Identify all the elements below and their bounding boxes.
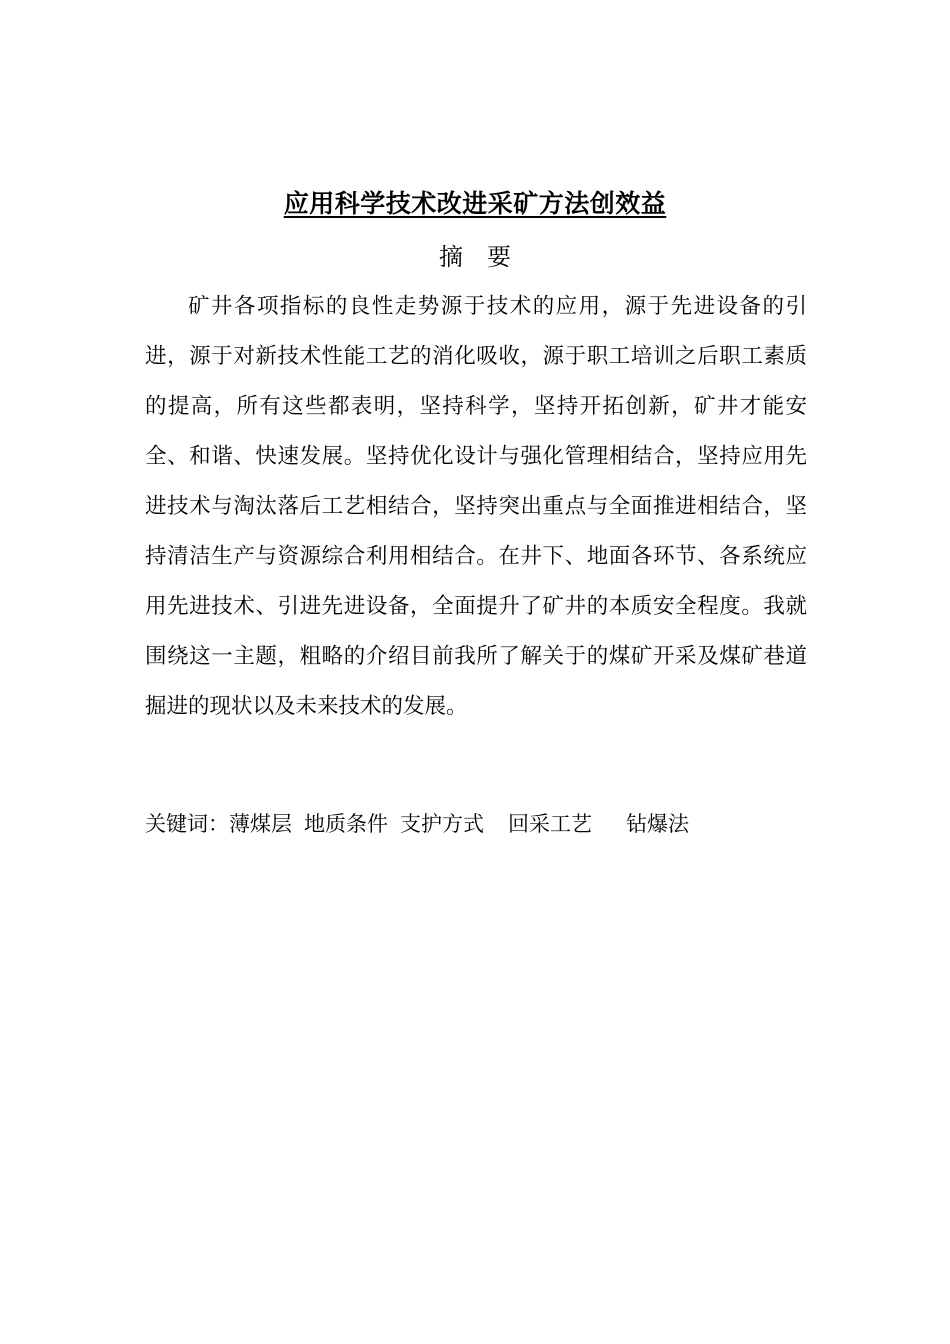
keyword-item: 薄煤层 [229, 812, 292, 836]
abstract-body: 矿井各项指标的良性走势源于技术的应用，源于先进设备的引进，源于对新技术性能工艺的消化吸收，源于职工培训之后职工素质的提高，所有这些都表明，坚持科学，坚持开拓创新，矿井才能安全、和谐、快速发展。坚持优化设计与强化管理相结合，坚持应用先进技术与淘汰落后工艺相结合，坚持突出重点与全面推进相结合，坚持清洁生产与资源综合利用相结合。在井下、地面各环节、各系统应用先进技术、引进先进设备，全面提升了矿井的本质安全程度。我就围绕这一主题，粗略的介绍目前我所了解关于的煤矿开采及煤矿巷道掘进的现状以及未来技术的发展。 [145, 294, 807, 719]
keywords-label: 关键词： [145, 812, 229, 836]
abstract-heading-char-2: 要 [487, 243, 511, 271]
keyword-item: 支护方式 [400, 812, 484, 836]
keyword-item: 地质条件 [304, 812, 388, 836]
keyword-item: 钻爆法 [626, 812, 689, 836]
keywords-line [145, 808, 689, 838]
abstract-heading [0, 237, 950, 272]
abstract-heading-char-1: 摘 [439, 243, 463, 271]
document-title: 应用科学技术改进采矿方法创效益 [283, 189, 667, 218]
keyword-item: 回采工艺 [508, 812, 592, 836]
